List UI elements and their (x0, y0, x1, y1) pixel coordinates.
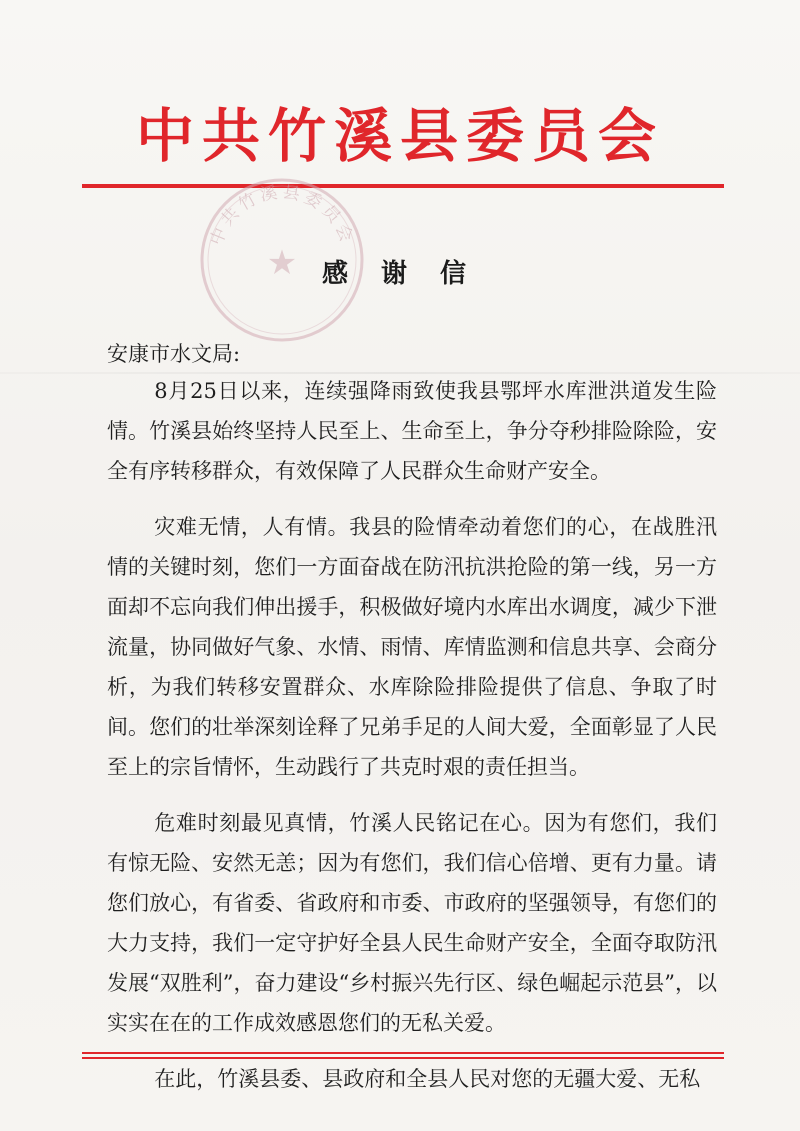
footer-red-rule-upper (82, 1052, 724, 1054)
letterhead-org-title: 中共竹溪县委员会 (135, 102, 664, 170)
letterhead-red-rule (82, 184, 724, 188)
paragraph-3: 危难时刻最见真情，竹溪人民铭记在心。因为有您们，我们有惊无险、安然无恙；因为有您们，我们信心倍增、更有力量。请您们放心，有省委、省政府和市委、市政府的坚强领导，有您们的大力支持，我们一定守护好全县人民生命财产安全，全面夺取防汛发展“双胜利”，奋力建设“乡村振兴先行区、绿色崛起示范县”，以实实在在的工作成效感恩您们的无私关爱。 (107, 811, 717, 1035)
footer-red-rule-lower (82, 1057, 724, 1059)
svg-text:中共竹溪县委员会 (207, 182, 358, 248)
seal-text: 中共竹溪县委员会 (206, 182, 358, 249)
paragraph-2: 灾难无情，人有情。我县的险情牵动着您们的心，在战胜汛情的关键时刻，您们一方面奋战在防汛抗洪抢险的第一线，另一方面却不忘向我们伸出援手，积极做好境内水库出水调度，减少下泄流量，协同做好气象、水情、雨情、库情监测和信息共享、会商分析，为我们转移安置群众、水库除险排险提供了信息、争取了时间。您们的壮举深刻诠释了兄弟手足的人间大爱，全面彰显了人民至上的宗旨情怀，生动践行了共克时艰的责任担当。 (107, 515, 717, 779)
paragraph-4: 在此，竹溪县委、县政府和全县人民对您的无疆大爱、无私 (154, 1067, 701, 1091)
letter-body (107, 371, 717, 1115)
seal-star-icon: ★ (266, 243, 298, 283)
paragraph-1: 8月25日以来，连续强降雨致使我县鄂坪水库泄洪道发生险情。竹溪县始终坚持人民至上、生命至上，争分夺秒排险除险，安全有序转移群众，有效保障了人民群众生命财产安全。 (107, 379, 717, 483)
letter-title: 感 谢 信 (321, 259, 479, 289)
salutation: 安康市水文局: (107, 342, 241, 366)
